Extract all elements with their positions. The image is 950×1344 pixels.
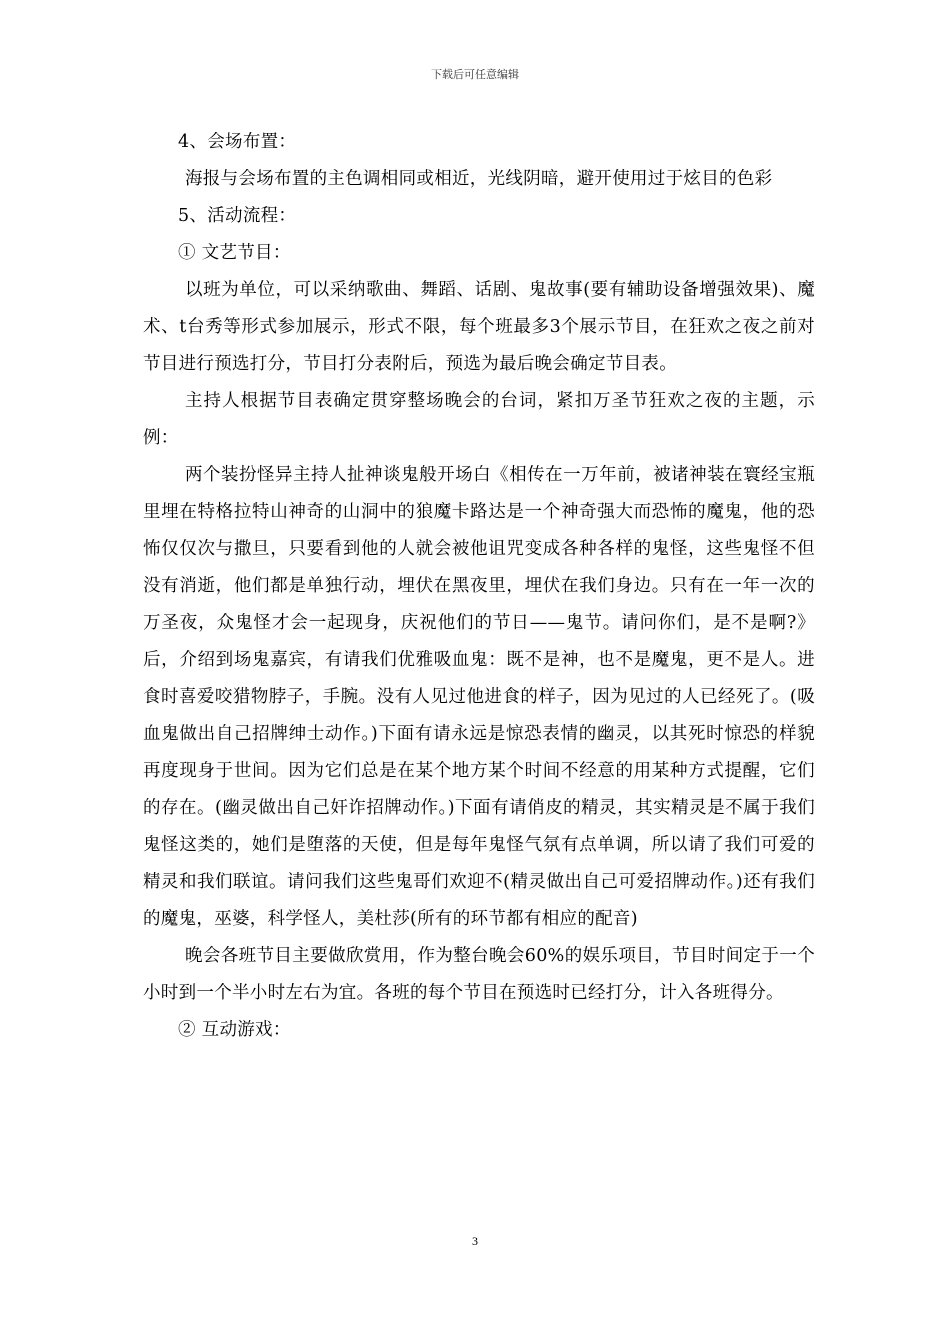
page-header: 下载后可任意编辑 — [431, 68, 519, 81]
section-heading-venue: 4、会场布置： — [178, 132, 297, 152]
section-heading-process: 5、活动流程： — [178, 206, 297, 226]
subheading-performances: ① 文艺节目： — [178, 243, 291, 263]
paragraph-venue: 海报与会场布置的主色调相同或相近，光线阴暗，避开使用过于炫目的色彩 — [185, 169, 773, 189]
paragraph-host: 主持人根据节目表确定贯穿整场晚会的台词，紧扣万圣节狂欢之夜的主题，示例： — [143, 391, 815, 448]
subheading-games: ② 互动游戏： — [178, 1020, 291, 1040]
page-number: 3 — [472, 1234, 478, 1248]
paragraph-performances: 以班为单位，可以采纳歌曲、舞蹈、话剧、鬼故事(要有辅助设备增强效果)、魔术、t台秀等形式参加展示，形式不限，每个班最多3个展示节目，在狂欢之夜之前对节目进行预选打分，节目打分表附后，预选为最后晚会确定节目表。 — [143, 280, 815, 374]
document-body — [143, 124, 815, 1049]
paragraph-scoring: 晚会各班节目主要做欣赏用，作为整台晚会60%的娱乐项目，节目时间定于一个小时到一个半小时左右为宜。各班的每个节目在预选时已经打分，计入各班得分。 — [143, 946, 815, 1003]
paragraph-host-script: 两个装扮怪异主持人扯神谈鬼般开场白《相传在一万年前，被诸神装在寰经宝瓶里埋在特格拉特山神奇的山洞中的狼魔卡路达是一个神奇强大而恐怖的魔鬼，他的恐怖仅仅次与撒旦，只要看到他的人就会被他诅咒变成各种各样的鬼怪，这些鬼怪不但没有消逝，他们都是单独行动，埋伏在黑夜里，埋伏在我们身边。只有在一年一次的万圣夜，众鬼怪才会一起现身，庆祝他们的节日——鬼节。请问你们，是不是啊?》后，介绍到场鬼嘉宾，有请我们优雅吸血鬼：既不是神，也不是魔鬼，更不是人。进食时喜爱咬猎物脖子，手腕。没有人见过他进食的样子，因为见过的人已经死了。(吸血鬼做出自己招牌绅士动作。)下面有请永远是惊恐表情的幽灵，以其死时惊恐的样貌再度现身于世间。因为它们总是在某个地方某个时间不经意的用某种方式提醒，它们的存在。(幽灵做出自己奸诈招牌动作。)下面有请俏皮的精灵，其实精灵是不属于我们鬼怪这类的，她们是堕落的天使，但是每年鬼怪气氛有点单调，所以请了我们可爱的精灵和我们联谊。请问我们这些鬼哥们欢迎不(精灵做出自己可爱招牌动作。)还有我们的魔鬼，巫婆，科学怪人，美杜莎(所有的环节都有相应的配音) — [143, 465, 815, 929]
